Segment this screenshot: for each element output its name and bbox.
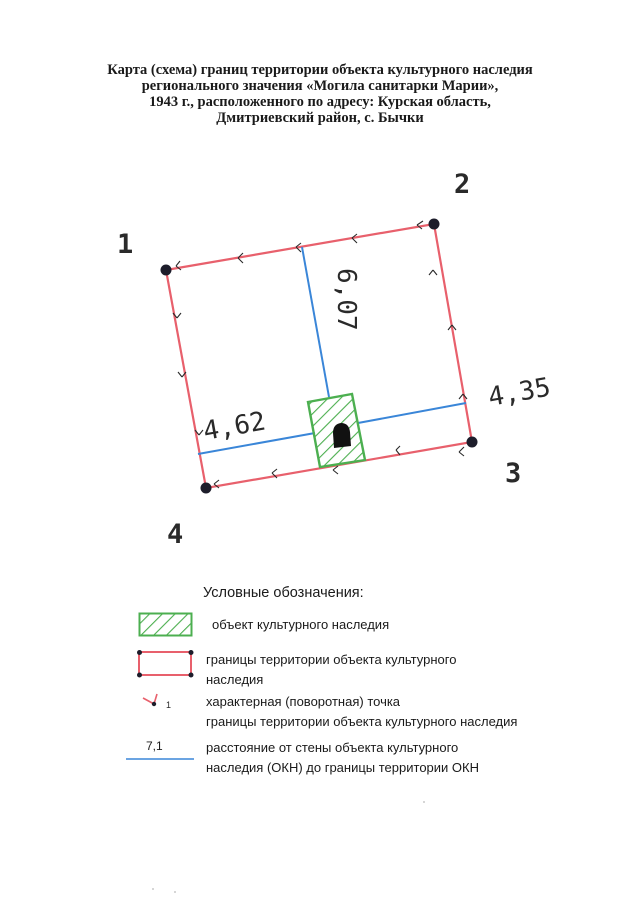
- scan-artifact: [174, 891, 176, 893]
- legend-distance-sample: 7,1: [146, 739, 163, 753]
- legend-object-label: объект культурного наследия: [212, 617, 390, 632]
- legend-object-icon: [138, 612, 194, 638]
- boundary-point-2: [429, 219, 440, 230]
- title-line-1: Карта (схема) границ территории объекта культурного наследия: [107, 62, 533, 78]
- point-label-3: 3: [505, 458, 522, 489]
- legend-point-line-2: границы территории объекта культурного наследия: [206, 714, 518, 729]
- scan-artifact: [423, 801, 425, 803]
- boundary-point-3: [467, 437, 478, 448]
- legend-distance-label: [206, 738, 479, 778]
- distance-value-east: 4,35: [486, 372, 553, 413]
- point-label-1: 1: [117, 229, 134, 260]
- grave-marker-icon: [333, 423, 351, 448]
- title-line-2: регионального значения «Могила санитарки Марии»,: [141, 78, 499, 94]
- legend-boundary-icon: [136, 648, 196, 680]
- scan-artifact: [152, 888, 154, 890]
- boundary-point-4: [201, 483, 212, 494]
- distance-line-east: [358, 403, 466, 423]
- point-label-4: 4: [167, 519, 184, 550]
- legend-boundary-line-1: границы территории объекта культурного: [206, 652, 457, 667]
- legend-point-icon: [140, 691, 184, 715]
- distance-line-north: [302, 247, 329, 397]
- boundary-point-1: [161, 265, 172, 276]
- legend-distance-line-2: наследия (ОКН) до границы территории ОКН: [206, 760, 479, 775]
- distance-value-west: 4,62: [201, 406, 268, 447]
- point-label-2: 2: [454, 169, 471, 200]
- distance-value-north: 6,07: [331, 268, 361, 331]
- title-line-4: Дмитриевский район, с. Бычки: [216, 110, 424, 126]
- title-line-3: 1943 г., расположенного по адресу: Курская область,: [149, 94, 491, 110]
- legend-point-sample: 1: [166, 700, 172, 710]
- legend-heading: Условные обозначения:: [203, 585, 364, 601]
- legend-distance-line-1: расстояние от стены объекта культурного: [206, 740, 459, 755]
- legend-distance-icon: [126, 756, 196, 762]
- legend-boundary-label: [206, 650, 456, 690]
- heritage-object: [308, 394, 365, 467]
- legend-point-line-1: характерная (поворотная) точка: [206, 694, 401, 709]
- legend-boundary-line-2: наследия: [206, 672, 264, 687]
- legend-point-label: [206, 692, 517, 732]
